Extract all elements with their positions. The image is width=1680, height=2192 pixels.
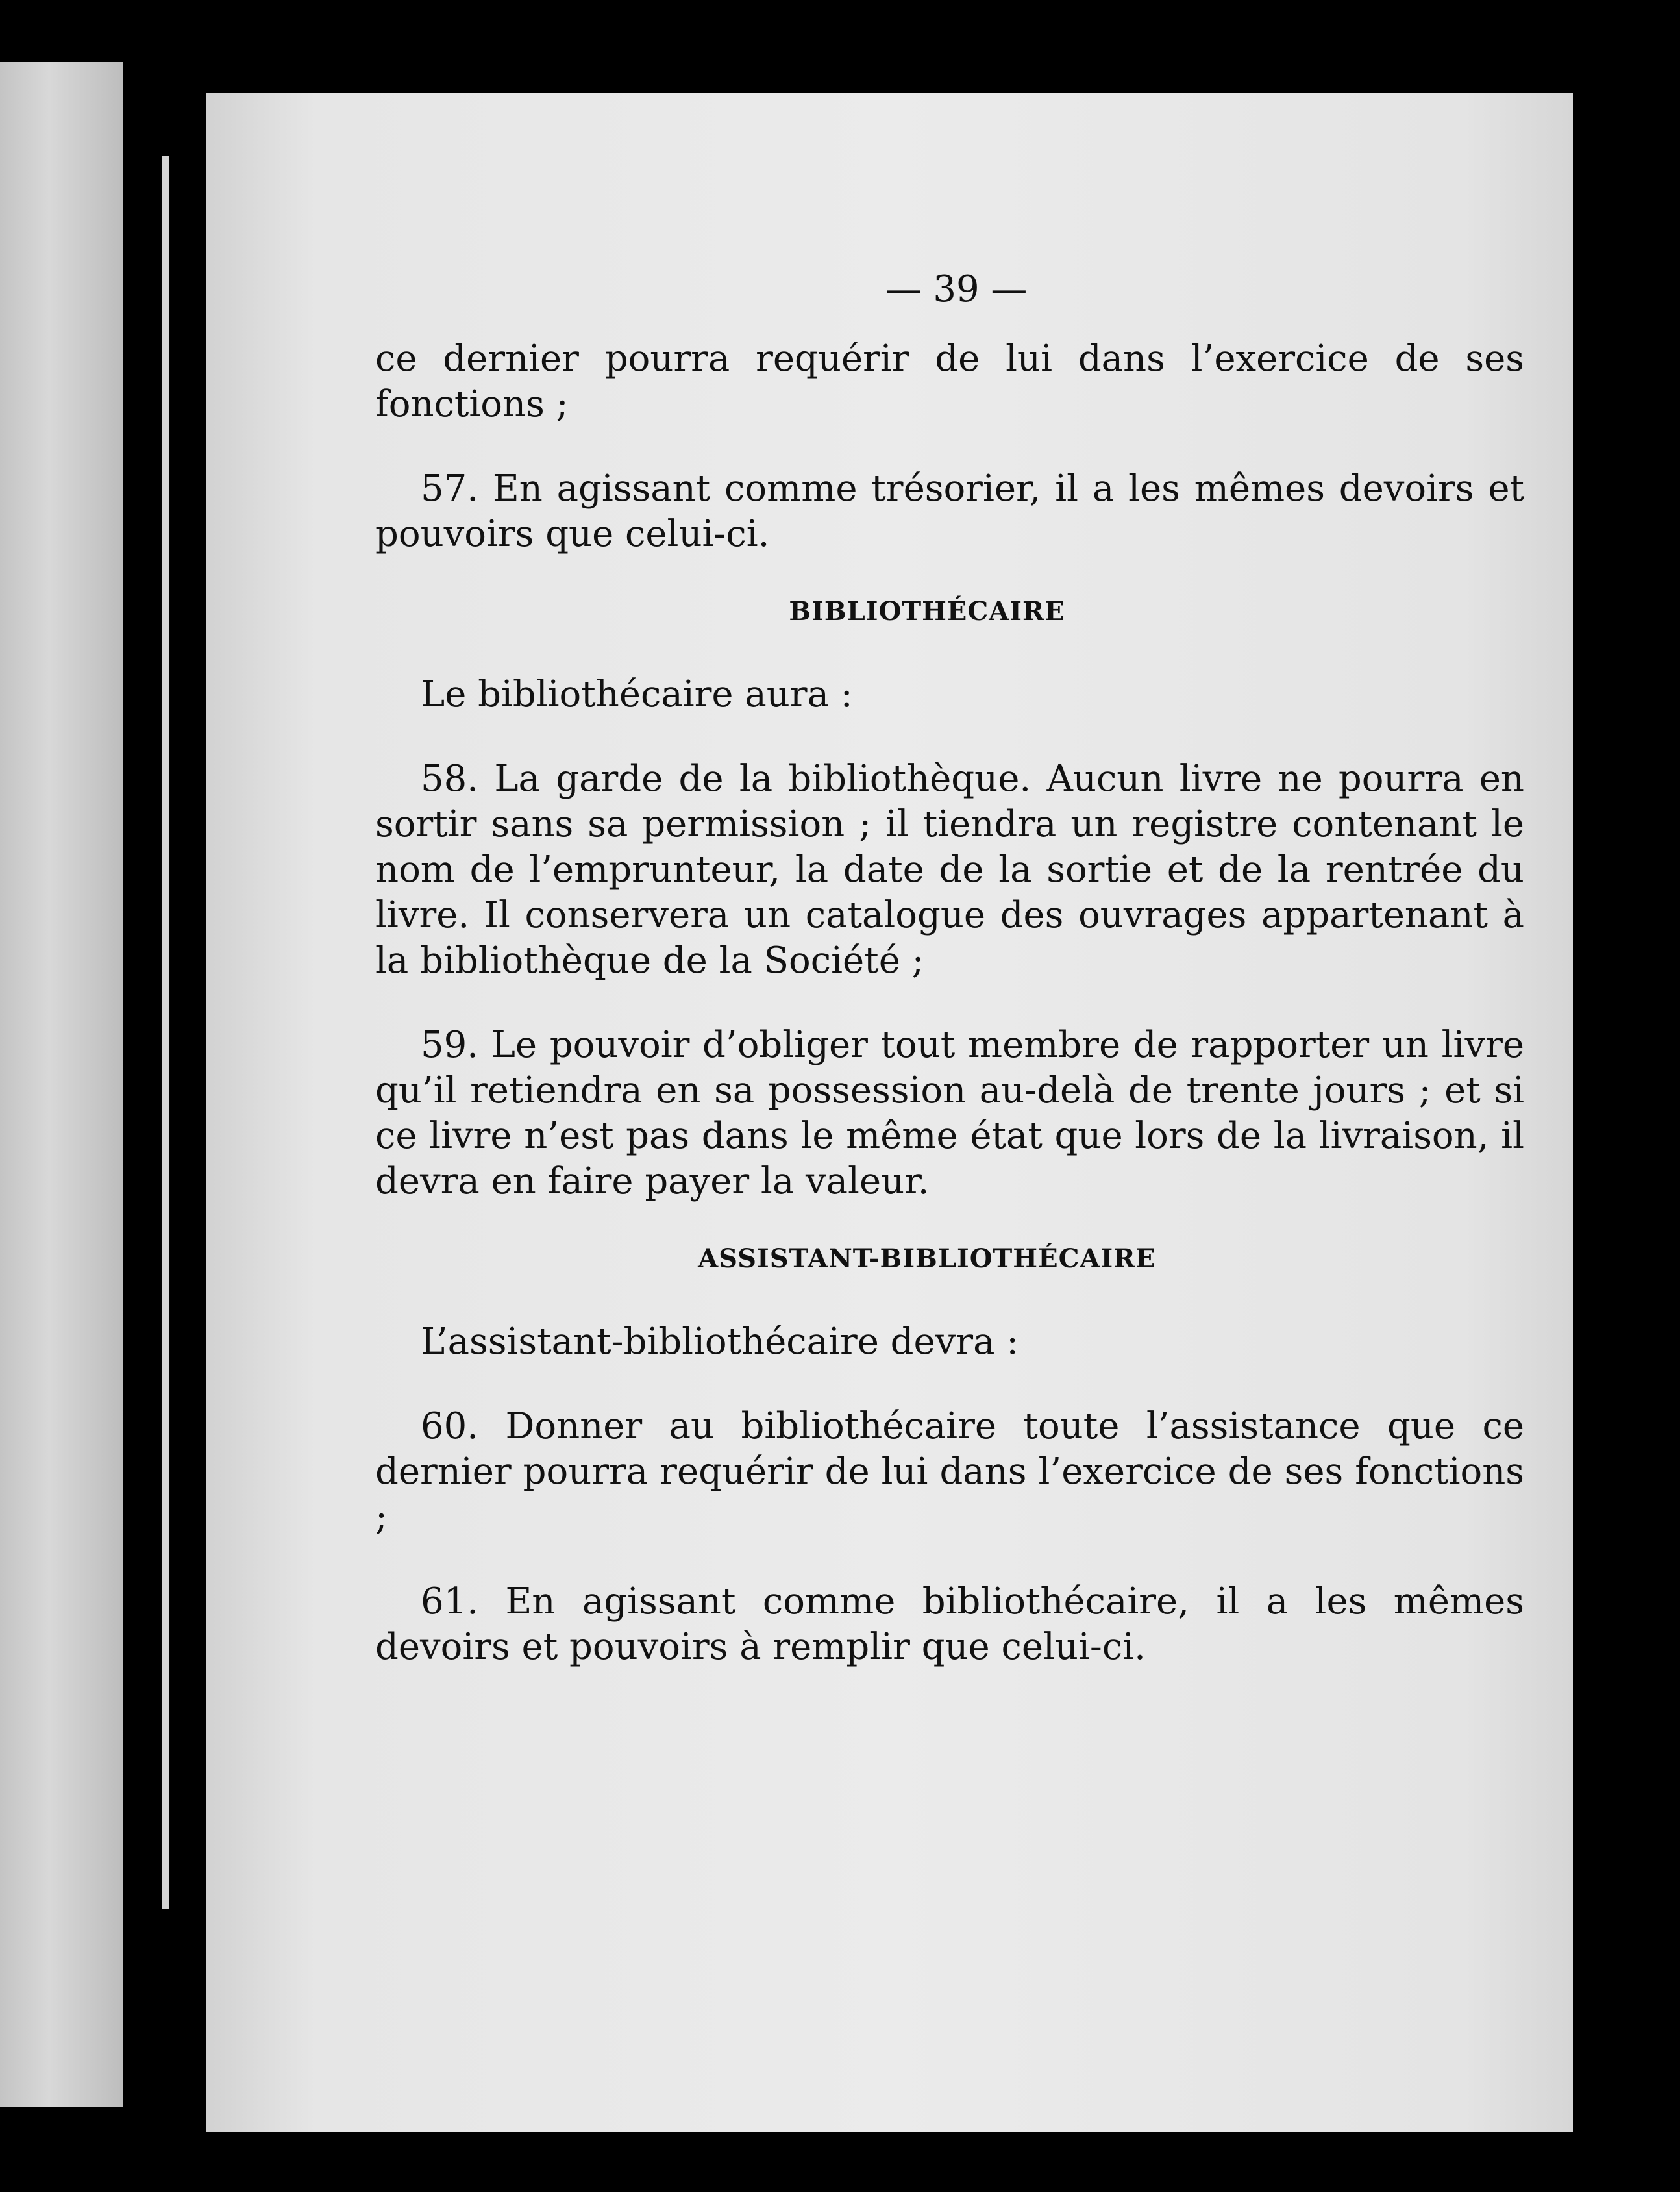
previous-page-edge	[0, 62, 123, 2107]
continuation-paragraph: ce dernier pourra requérir de lui dans l’exercice de ses fonctions ;	[375, 338, 1524, 425]
book-gutter	[123, 39, 214, 2136]
article-57: 57. En agissant comme trésorier, il a les mêmes devoirs et pouvoirs que celui-ci.	[375, 467, 1524, 555]
section-heading-assistant: ASSISTANT-BIBLIOTHÉCAIRE	[698, 1243, 1156, 1274]
section-heading-librarian: BIBLIOTHÉCAIRE	[789, 596, 1065, 627]
binding-edge	[162, 156, 169, 1909]
article-59: 59. Le pouvoir d’obliger tout membre de rapporter un livre qu’il retiendra en sa possession au-delà de trente jours ; et si ce livre n’est pas dans le même état que lors de la livraison, il devra en faire payer la valeur.	[375, 1024, 1524, 1202]
article-61: 61. En agissant comme bibliothécaire, il a les mêmes devoirs et pouvoirs à remplir que celui-ci.	[375, 1580, 1524, 1668]
book-page	[206, 93, 1573, 2132]
librarian-intro: Le bibliothécaire aura :	[421, 673, 853, 716]
assistant-intro: L’assistant-bibliothécaire devra :	[421, 1321, 1019, 1363]
article-60: 60. Donner au bibliothécaire toute l’assistance que ce dernier pourra requérir de lui dans l’exercice de ses fonctions ;	[375, 1405, 1524, 1538]
page-text-block	[375, 268, 1524, 1709]
article-58: 58. La garde de la bibliothèque. Aucun livre ne pourra en sortir sans sa permission ; il tiendra un registre contenant le nom de l’emprunteur, la date de la sortie et de la rentrée du livre. Il conservera un catalogue des ouvrages appartenant à la bibliothèque de la Société ;	[375, 758, 1524, 982]
page-number: — 39 —	[885, 268, 1028, 310]
